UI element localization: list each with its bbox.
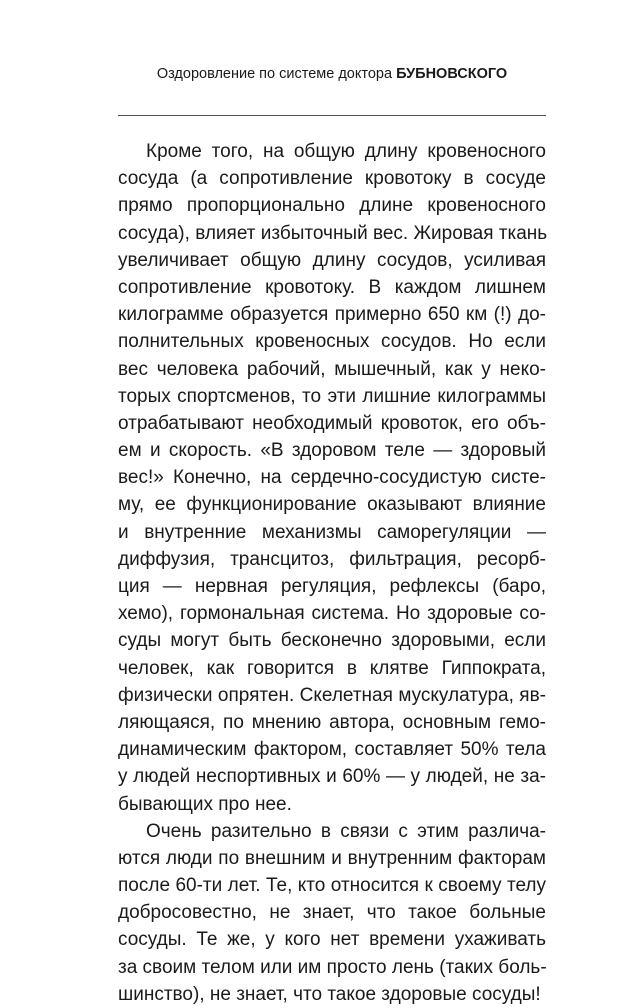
text-line: сосуда), влияет избыточный вес. Жировая ткань	[118, 222, 548, 244]
paragraph	[118, 138, 546, 818]
text-line: Очень разительно в связи с этим различа-	[146, 820, 546, 842]
header-divider	[118, 115, 546, 116]
text-line: вес человека рабочий, мышечный, как у неко-	[118, 358, 546, 380]
text-line: после 60-ти лет. Те, кто относится к своему телу	[118, 875, 546, 897]
text-line: ем и скорость. «В здоровом теле — здоровый	[118, 440, 546, 462]
text-line: му, ее функционирование оказывают влияние	[118, 494, 546, 516]
text-line: ются люди по внешним и внутренним факторам	[118, 847, 546, 869]
text-line: суды могут быть бесконечно здоровыми, если	[118, 630, 546, 652]
text-line: человек, как говорится в клятве Гиппократа,	[118, 657, 546, 679]
text-line: сопротивление кровотоку. В каждом лишнем	[118, 276, 546, 298]
header-author: БУБНОВСКОГО	[396, 66, 508, 82]
text-line: торых спортсменов, то эти лишние килограммы	[118, 385, 546, 407]
text-line: шинство), не знает, что такое здоровые сосуды!	[118, 983, 541, 1005]
text-line: сосуды. Те же, у кого нет времени ухаживать	[118, 929, 546, 951]
running-header	[118, 64, 546, 84]
text-line: отрабатывают необходимый кровоток, его объ-	[118, 412, 546, 434]
text-line: килограмме образуется примерно 650 км (!) до-	[118, 304, 546, 326]
text-line: диффузия, трансцитоз, фильтрация, ресорб-	[118, 548, 546, 570]
text-line: бывающих про нее.	[118, 793, 292, 815]
text-line: ляющаяся, по мнению автора, основным гемо-	[118, 711, 546, 733]
header-title: Оздоровление по системе доктора	[156, 66, 393, 82]
text-line: прямо пропорционально длине кровеносного	[118, 195, 546, 217]
paragraph	[118, 818, 546, 1008]
text-line: увеличивает общую длину сосудов, усиливая	[118, 249, 546, 271]
text-line: полнительных кровеносных сосудов. Но если	[118, 331, 546, 353]
text-line: физически опрятен. Скелетная мускулатура, яв-	[118, 684, 546, 706]
text-line: у людей неспортивных и 60% — у людей, не за-	[118, 766, 546, 788]
text-line: за своим телом или им просто лень (таких боль-	[118, 956, 547, 978]
text-line: добросовестно, не знает, что такое больные	[118, 902, 546, 924]
text-line: динамическим фактором, составляет 50% тела	[118, 739, 546, 761]
text-line: хемо), гормональная система. Но здоровые со-	[118, 603, 546, 625]
text-line: Кроме того, на общую длину кровеносного	[146, 141, 546, 162]
text-line: сосуда (а сопротивление кровотоку в сосуде	[118, 168, 546, 190]
text-line: и внутренние механизмы саморегуляции —	[118, 521, 546, 543]
text-line: ция — нервная регуляция, рефлексы (баро,	[118, 576, 546, 597]
page-body-text	[118, 138, 546, 1008]
text-line: вес!» Конечно, на сердечно-сосудистую систе-	[118, 467, 546, 489]
